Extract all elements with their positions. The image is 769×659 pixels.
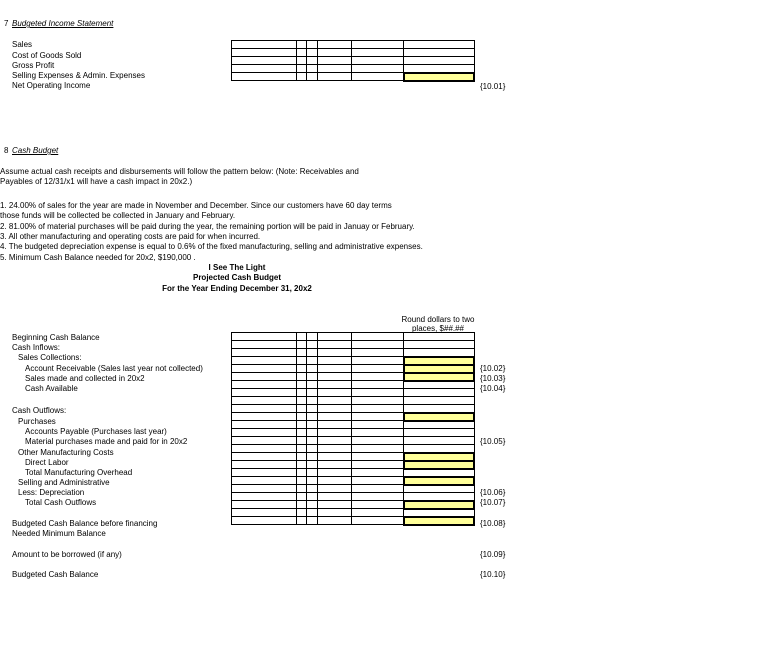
ref-10-06: {10.06} (480, 488, 506, 497)
assumption-item: 2. 81.00% of material purchases will be paid during the year, the remaining portion will be paid in Januay or February. (0, 222, 415, 231)
row-label: Accounts Payable (Purchases last year) (25, 427, 167, 436)
row-label: Account Receivable (Sales last year not collected) (25, 364, 203, 373)
ref-10-10: {10.10} (480, 570, 506, 579)
assumption-item: 5. Minimum Cash Balance needed for 20x2, $190,000 . (0, 253, 196, 262)
row-label: Budgeted Cash Balance before financing (12, 519, 158, 528)
row-label: Beginning Cash Balance (12, 333, 100, 342)
assumption-item: 3. All other manufacturing and operating costs are paid for when incurred. (0, 232, 261, 241)
assumption-item: those funds will be collected be collected in January and February. (0, 211, 236, 220)
row-label: Sales made and collected in 20x2 (25, 374, 145, 383)
sales-collected-input[interactable] (404, 365, 474, 373)
row-label: Budgeted Cash Balance (12, 570, 99, 579)
income-statement-grid (231, 40, 475, 82)
section-7-number: 7 (4, 19, 9, 28)
ref-10-08: {10.08} (480, 519, 506, 528)
ref-10-01: {10.01} (480, 82, 506, 91)
row-label: Total Manufacturing Overhead (25, 468, 133, 477)
ref-10-03: {10.03} (480, 374, 506, 383)
row-label: Sales Collections: (18, 353, 82, 362)
amount-borrowed-input[interactable] (404, 501, 474, 509)
company-name: I See The Light (208, 263, 266, 272)
is-row-label: Cost of Goods Sold (12, 51, 82, 60)
cash-available-input[interactable] (404, 373, 474, 381)
report-period: For the Year Ending December 31, 20x2 (162, 284, 312, 293)
row-label: Less: Depreciation (18, 488, 85, 497)
row-label: Total Cash Outflows (25, 498, 97, 507)
is-row-label: Net Operating Income (12, 81, 91, 90)
material-purchases-input[interactable] (404, 413, 474, 421)
row-label: Purchases (18, 417, 56, 426)
before-financing-input[interactable] (404, 477, 474, 485)
section-8-title: Cash Budget (12, 146, 59, 155)
row-label: Other Manufacturing Costs (18, 448, 114, 457)
intro-line: Payables of 12/31/x1 will have a cash impact in 20x2.) (0, 177, 193, 186)
row-label: Material purchases made and paid for in 20x2 (25, 437, 188, 446)
ref-10-04: {10.04} (480, 384, 506, 393)
is-row-label: Selling Expenses & Admin. Expenses (12, 71, 145, 80)
ar-collections-input[interactable] (404, 357, 474, 365)
report-title: Projected Cash Budget (192, 273, 281, 282)
row-label: Amount to be borrowed (if any) (12, 550, 122, 559)
round-note: places, $##.## (411, 324, 465, 333)
row-label: Selling and Administrative (18, 478, 110, 487)
depreciation-input[interactable] (404, 453, 474, 461)
intro-line: Assume actual cash receipts and disbursements will follow the pattern below: (Note: Receivables and (0, 167, 359, 176)
section-8-number: 8 (4, 146, 9, 155)
row-label: Needed Minimum Balance (12, 529, 106, 538)
assumption-item: 4. The budgeted depreciation expense is equal to 0.6% of the fixed manufacturing, selling and administrative expenses. (0, 242, 423, 251)
ref-10-02: {10.02} (480, 364, 506, 373)
assumption-item: 1. 24.00% of sales for the year are made in November and December. Since our customers have 60 day terms (0, 201, 392, 210)
ref-10-07: {10.07} (480, 498, 506, 507)
ref-10-09: {10.09} (480, 550, 506, 559)
is-row-label: Sales (12, 40, 33, 49)
row-label: Direct Labor (25, 458, 69, 467)
row-label: Cash Available (25, 384, 78, 393)
is-row-label: Gross Profit (12, 61, 55, 70)
ref-10-05: {10.05} (480, 437, 506, 446)
section-7-title: Budgeted Income Statement (12, 19, 114, 28)
net-operating-income-input[interactable] (404, 73, 474, 81)
ending-cash-input[interactable] (404, 517, 474, 525)
cash-budget-grid (231, 332, 475, 526)
total-outflows-input[interactable] (404, 461, 474, 469)
round-note: Round dollars to two (401, 315, 475, 324)
row-label: Cash Outflows: (12, 406, 67, 415)
row-label: Cash Inflows: (12, 343, 61, 352)
